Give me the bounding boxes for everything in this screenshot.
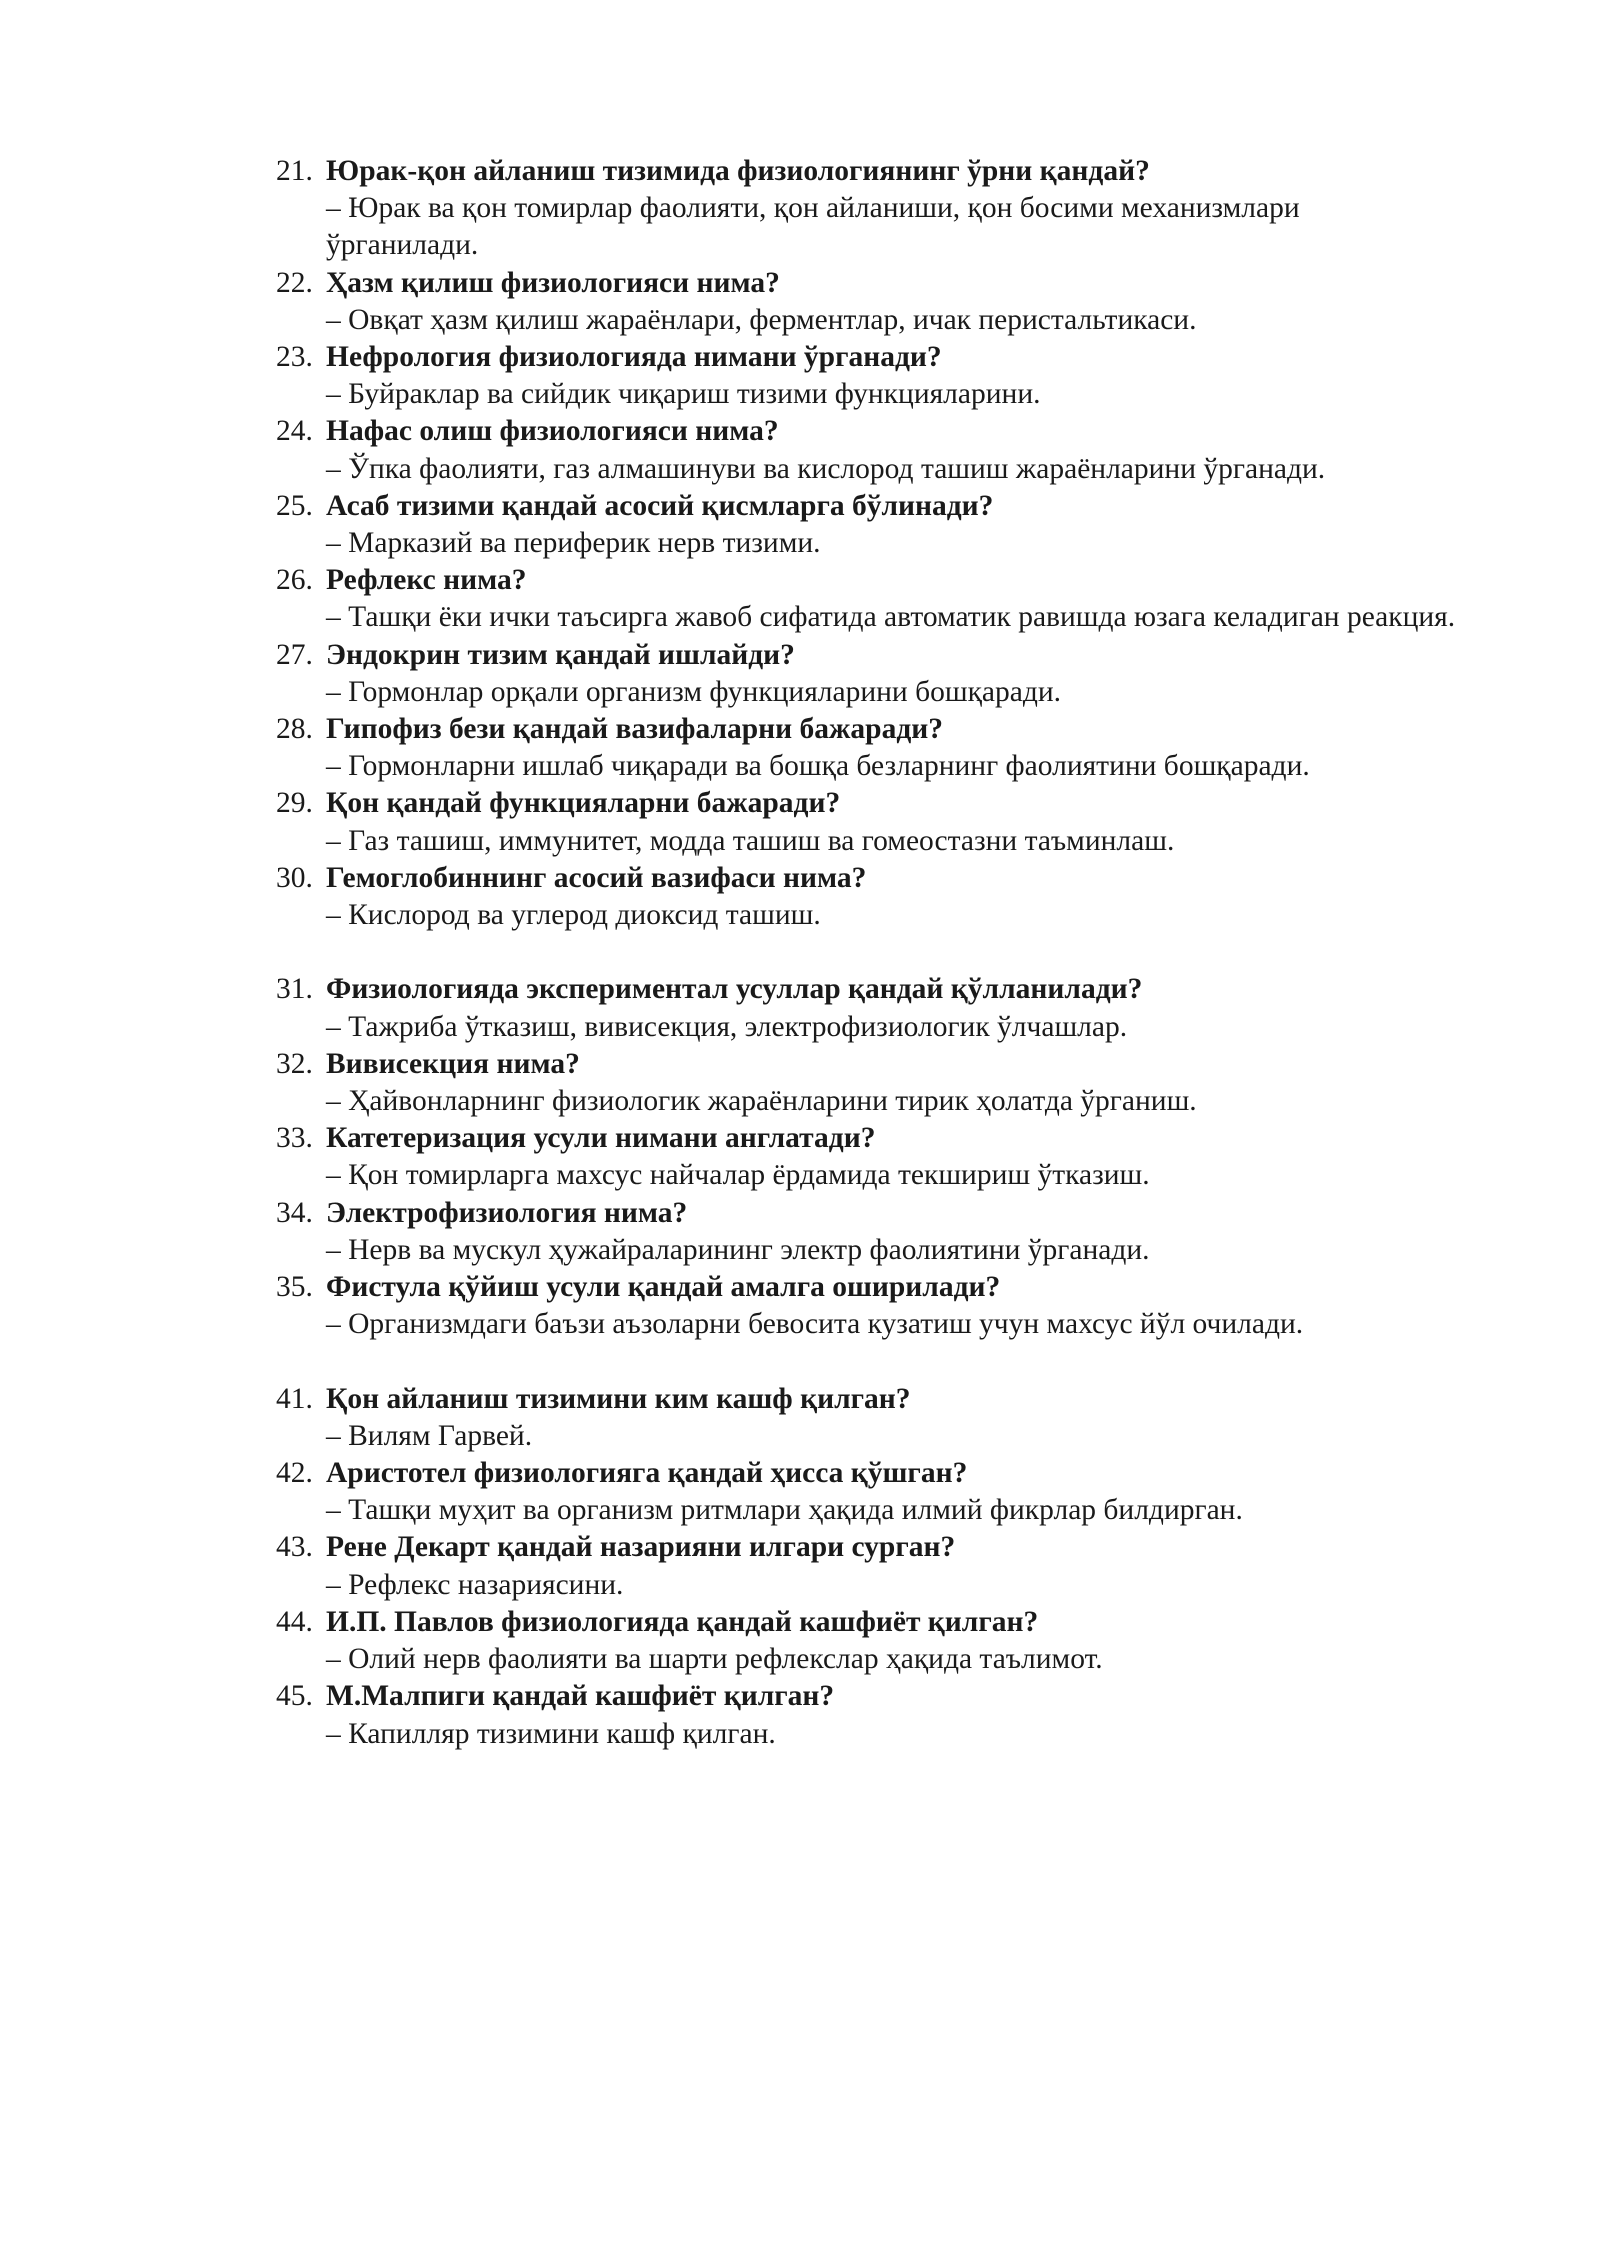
qa-item [276,1455,1456,1529]
qa-item [276,562,1456,636]
qa-item [276,1195,1456,1269]
qa-section [276,153,1456,934]
question-text: Нефрология физиологияда нимани ўрганади? [326,341,942,374]
answer-text: – Буйраклар ва сийдик чиқариш тизими функцияларини. [326,378,1041,411]
item-number: 34. [276,1196,313,1229]
answer-text: – Газ ташиш, иммунитет, модда ташиш ва гомеостазни таъминлаш. [326,824,1175,857]
qa-item [276,265,1456,339]
question-text: И.П. Павлов физиологияда қандай кашфиёт қилган? [326,1605,1039,1638]
qa-item [276,1269,1456,1343]
question-text: Фистула қўйиш усули қандай амалга оширилади? [326,1271,1001,1304]
answer-text: – Кислород ва углерод диоксид ташиш. [326,899,821,932]
item-number: 21. [276,155,313,187]
answer-text: – Ташқи ёки ички таъсирга жавоб сифатида автоматик равишда юзага келадиган реакция. [326,601,1456,634]
qa-item [276,1604,1456,1678]
answer-text: – Юрак ва қон томирлар фаолияти, қон айланиши, қон босими механизмлари ўрганилади. [326,192,1300,262]
item-number: 33. [276,1122,313,1155]
answer-text: – Организмдаги баъзи аъзоларни бевосита кузатиш учун махсус йўл очилади. [326,1308,1304,1341]
item-number: 45. [276,1680,313,1713]
item-number: 44. [276,1605,313,1638]
question-text: Аристотел физиологияга қандай ҳисса қўшган? [326,1457,968,1490]
answer-text: – Гормонлар орқали организм функцияларини бошқаради. [326,675,1062,708]
item-number: 29. [276,787,313,820]
item-number: 23. [276,341,313,374]
item-number: 42. [276,1457,313,1490]
answer-text: – Овқат ҳазм қилиш жараёнлари, ферментлар, ичак перистальтикаси. [326,303,1197,336]
question-text: Катетеризация усули нимани англатади? [326,1122,876,1155]
answer-text: – Нерв ва мускул ҳужайраларининг электр фаолиятини ўрганади. [326,1233,1150,1266]
question-text: Электрофизиология нима? [326,1196,688,1229]
question-text: Қон қандай функцияларни бажаради? [326,787,841,820]
qa-item [276,413,1456,487]
qa-item [276,971,1456,1045]
item-number: 26. [276,564,313,597]
item-number: 25. [276,489,313,522]
item-number: 30. [276,861,313,894]
answer-text: – Капилляр тизимини кашф қилган. [326,1717,776,1750]
question-text: Қон айланиш тизимини ким кашф қилган? [326,1382,911,1415]
qa-item [276,711,1456,785]
qa-item [276,1678,1456,1752]
item-number: 28. [276,713,313,746]
item-number: 32. [276,1047,313,1080]
item-number: 24. [276,415,313,448]
item-number: 41. [276,1382,313,1415]
question-text: Эндокрин тизим қандай ишлайди? [326,638,795,671]
qa-item [276,488,1456,562]
answer-text: – Рефлекс назариясини. [326,1568,624,1601]
answer-text: – Ўпка фаолияти, газ алмашинуви ва кислород ташиш жараёнларини ўрганади. [326,452,1326,485]
qa-item [276,1381,1456,1455]
answer-text: – Гормонларни ишлаб чиқаради ва бошқа безларнинг фаолиятини бошқаради. [326,750,1310,783]
item-number: 43. [276,1531,313,1564]
qa-item [276,339,1456,413]
answer-text: – Қон томирларга махсус найчалар ёрдамида текшириш ўтказиш. [326,1159,1150,1192]
qa-item [276,1529,1456,1603]
answer-text: – Тажриба ўтказиш, вивисекция, электрофизиологик ўлчашлар. [326,1010,1128,1043]
answer-text: – Олий нерв фаолияти ва шарти рефлекслар ҳақида таълимот. [326,1643,1103,1676]
qa-item [276,637,1456,711]
item-number: 22. [276,266,313,299]
qa-item [276,153,1456,265]
qa-section [276,971,1456,1343]
answer-text: – Ҳайвонларнинг физиологик жараёнларини тирик ҳолатда ўрганиш. [326,1085,1197,1118]
question-text: Рене Декарт қандай назарияни илгари сурган? [326,1531,956,1564]
question-text: Ҳазм қилиш физиологияси нима? [326,266,780,299]
question-text: Рефлекс нима? [326,564,527,597]
question-text: Асаб тизими қандай асосий қисмларга бўлинади? [326,489,994,522]
question-text: Гемоглобиннинг асосий вазифаси нима? [326,861,867,894]
question-text: Нафас олиш физиологияси нима? [326,415,779,448]
qa-section [276,1381,1456,1753]
item-number: 31. [276,973,313,1006]
qa-item [276,860,1456,934]
qa-item [276,1120,1456,1194]
qa-item [276,785,1456,859]
item-number: 35. [276,1271,313,1304]
question-text: М.Малпиги қандай кашфиёт қилган? [326,1680,835,1713]
question-text: Физиологияда экспериментал усуллар қандай қўлланилади? [326,973,1143,1006]
qa-item [276,1046,1456,1120]
question-text: Вивисекция нима? [326,1047,580,1080]
question-text: Юрак-қон айланиш тизимида физиологиянинг ўрни қандай? [326,155,1150,187]
item-number: 27. [276,638,313,671]
answer-text: – Ташқи муҳит ва организм ритмлари ҳақида илмий фикрлар билдирган. [326,1494,1243,1527]
answer-text: – Марказий ва периферик нерв тизими. [326,527,821,560]
qa-list [276,153,1456,1753]
answer-text: – Вилям Гарвей. [326,1419,533,1452]
question-text: Гипофиз бези қандай вазифаларни бажаради? [326,713,943,746]
